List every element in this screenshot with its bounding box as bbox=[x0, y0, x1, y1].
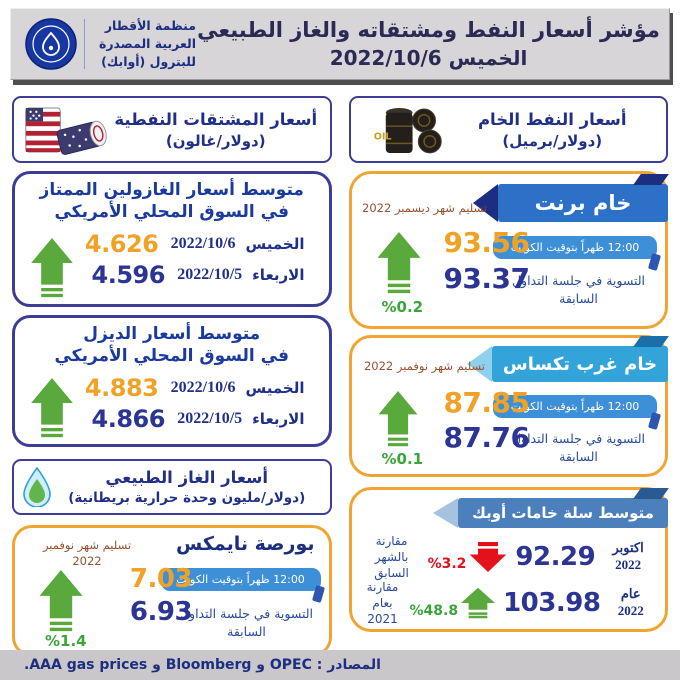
brent-box bbox=[349, 171, 669, 329]
up-arrow-icon bbox=[461, 587, 495, 619]
brent-settlement-note: التسوية في جلسة التداول السابقة bbox=[511, 273, 646, 306]
crude-title: أسعار النفط الخام bbox=[477, 109, 627, 129]
nymex-title: بورصة نايمكس bbox=[175, 533, 315, 555]
gasoline-box bbox=[12, 171, 332, 307]
up-arrow-icon bbox=[31, 378, 73, 438]
derivatives-header-text bbox=[110, 110, 322, 150]
oil-barrels-icon bbox=[359, 103, 447, 157]
opec-month-value: 92.29 bbox=[515, 542, 596, 572]
page-date: الخميس 2022/10/6 bbox=[329, 46, 528, 70]
gasoline-title-line2: في السوق المحلي الأمريكي bbox=[54, 202, 289, 223]
gasoline-previous-value: 4.596 bbox=[91, 261, 165, 290]
brent-current-value: 93.56 bbox=[443, 226, 530, 259]
opec-year-label: عام 2022 bbox=[617, 586, 644, 618]
day-date: 2022/10/5 bbox=[177, 410, 243, 428]
gas-title: أسعار الغاز الطبيعي bbox=[105, 468, 269, 487]
diesel-row-previous bbox=[91, 404, 319, 435]
header-titles bbox=[196, 18, 661, 70]
opec-month-trend bbox=[428, 542, 508, 572]
diesel-current-value: 4.883 bbox=[84, 374, 159, 403]
org-name bbox=[92, 17, 196, 71]
derivatives-title: أسعار المشتقات النفطية bbox=[114, 109, 318, 129]
day-date: 2022/10/6 bbox=[170, 379, 236, 397]
gasoline-title bbox=[25, 179, 319, 224]
nymex-time-ribbon: 12:00 ظهراً بتوقيت الكويت bbox=[161, 568, 321, 591]
diesel-previous-value: 4.866 bbox=[91, 405, 165, 434]
opec-year-compare bbox=[364, 579, 402, 628]
sources-text: المصادر : OPEC و Bloomberg و AAA gas prices. bbox=[24, 657, 381, 673]
opec-basket-box bbox=[349, 487, 669, 632]
brent-change-pct: %0.2 bbox=[381, 298, 424, 316]
diesel-title-line1: متوسط أسعار الديزل bbox=[83, 324, 261, 344]
org-name-line2: العربية المصدرة bbox=[98, 35, 196, 51]
gas-header-box bbox=[12, 459, 332, 515]
nymex-settlement-note: التسوية في جلسة التداول السابقة bbox=[179, 606, 314, 639]
up-arrow-icon bbox=[376, 232, 422, 294]
down-arrow-icon bbox=[469, 542, 507, 572]
wti-banner: خام غرب تكساس bbox=[492, 346, 668, 382]
compare-line2: بعام 2021 bbox=[367, 595, 398, 627]
up-arrow-icon bbox=[376, 391, 420, 447]
day-date: 2022/10/5 bbox=[177, 266, 243, 284]
opec-year-value: 103.98 bbox=[503, 588, 601, 618]
org-name-line1: منظمة الأقطار bbox=[104, 17, 196, 33]
org-name-line3: للبترول (أوابك) bbox=[101, 54, 196, 70]
derivatives-unit: (دولار/غالون) bbox=[165, 131, 266, 150]
content-columns bbox=[12, 96, 668, 657]
header-banner bbox=[10, 8, 670, 80]
wti-current-value: 87.85 bbox=[443, 386, 530, 419]
derivatives-header-box bbox=[12, 96, 332, 163]
wti-settlement-note: التسوية في جلسة التداول السابقة bbox=[511, 431, 646, 464]
gasoline-title-line1: متوسط أسعار الغازولين الممتاز bbox=[39, 180, 304, 200]
crude-header-box bbox=[349, 96, 669, 163]
diesel-row-current bbox=[84, 373, 319, 404]
crude-header-text bbox=[447, 110, 659, 150]
gasoline-current-value: 4.626 bbox=[84, 230, 159, 259]
gasoline-row-current bbox=[84, 229, 319, 260]
nymex-current-value: 7.03 bbox=[129, 564, 193, 594]
wti-change-pct: %0.1 bbox=[381, 450, 424, 468]
nymex-change-pct: %1.4 bbox=[45, 632, 87, 650]
oapec-logo-icon bbox=[25, 18, 77, 70]
wti-time-ribbon: 12:00 ظهراً بتوقيت الكويت bbox=[493, 395, 657, 418]
diesel-title bbox=[25, 323, 319, 368]
opec-month-label: اكتوبر 2022 bbox=[612, 540, 644, 572]
diesel-title-line2: في السوق المحلي الأمريكي bbox=[54, 346, 289, 367]
diesel-box bbox=[12, 315, 332, 447]
brent-previous-value: 93.37 bbox=[443, 262, 530, 295]
day-label: الاربعاء bbox=[252, 410, 305, 429]
crude-column bbox=[349, 96, 669, 657]
up-arrow-icon bbox=[39, 570, 83, 632]
wti-previous-value: 87.76 bbox=[443, 421, 530, 454]
opec-month-change-pct: %3.2 bbox=[427, 556, 467, 572]
crude-unit: (دولار/برميل) bbox=[502, 131, 603, 150]
day-label: الخميس bbox=[245, 235, 305, 254]
opec-month-compare bbox=[364, 533, 420, 582]
opec-month-row bbox=[360, 534, 658, 580]
day-label: الخميس bbox=[245, 379, 305, 398]
flame-icon bbox=[22, 467, 52, 507]
gas-unit: (دولار/مليون وحدة حرارية بريطانية) bbox=[68, 490, 306, 506]
footer-bar bbox=[0, 650, 680, 680]
page-title: مؤشر أسعار النفط ومشتقاته والغاز الطبيعي bbox=[197, 18, 660, 42]
wti-box bbox=[349, 335, 669, 477]
nymex-previous-value: 6.93 bbox=[129, 597, 193, 627]
opec-basket-rows bbox=[360, 534, 658, 626]
wti-delivery-note: تسليم شهر نوفمبر 2022 bbox=[363, 359, 486, 373]
opec-year-change-pct: %48.8 bbox=[409, 603, 459, 619]
brent-delivery-note: تسليم شهر ديسمبر 2022 bbox=[362, 201, 487, 215]
header-divider bbox=[84, 19, 85, 69]
day-date: 2022/10/6 bbox=[170, 235, 236, 253]
opec-basket-banner: متوسط سلة خامات أوبك bbox=[458, 498, 668, 528]
opec-year-trend bbox=[410, 587, 496, 619]
brent-time-ribbon: 12:00 ظهراً بتوقيت الكويت bbox=[493, 236, 657, 259]
up-arrow-icon bbox=[31, 238, 73, 298]
nymex-delivery-note: تسليم شهر نوفمبر 2022 bbox=[42, 538, 132, 569]
gas-header-text bbox=[52, 468, 322, 506]
gasoline-row-previous bbox=[91, 260, 319, 291]
nymex-box bbox=[12, 525, 332, 657]
compare-line1: مقارنة bbox=[375, 533, 408, 548]
opec-year-row bbox=[360, 580, 658, 626]
compare-line1: مقارنة bbox=[366, 579, 399, 594]
day-label: الاربعاء bbox=[252, 266, 305, 285]
compare-line2: بالشهر السابق bbox=[374, 549, 409, 581]
derivatives-column bbox=[12, 96, 332, 657]
us-flag-barrel-icon bbox=[22, 104, 110, 156]
brent-banner: خام برنت bbox=[498, 184, 668, 222]
